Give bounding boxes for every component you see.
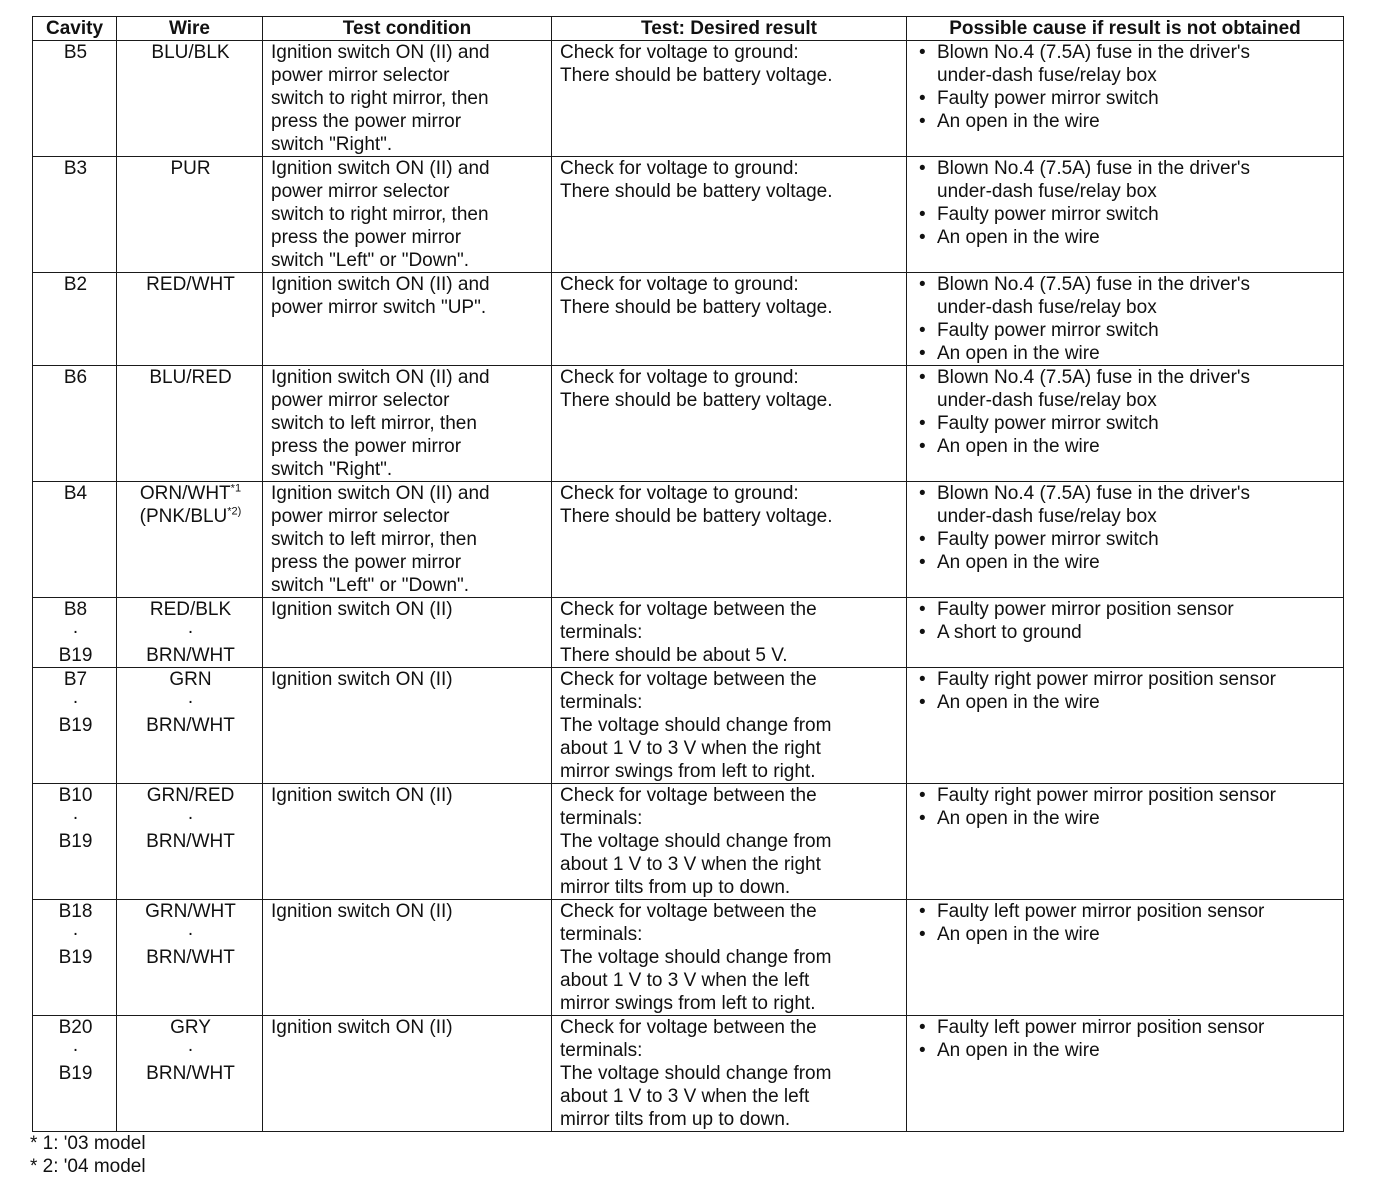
desired-result-cell — [552, 900, 907, 1016]
cause-item — [915, 110, 1337, 133]
desired-result-line: There should be battery voltage. — [560, 297, 833, 318]
cavity-cell — [33, 157, 117, 273]
cavity-cell — [33, 273, 117, 366]
wire-value: ORN/WHT — [139, 483, 231, 504]
desired-result-line: mirror swings from left to right. — [560, 761, 816, 782]
test-condition-line: Ignition switch ON (II) — [271, 669, 453, 690]
cause-item — [915, 923, 1337, 946]
desired-result-line: about 1 V to 3 V when the right — [560, 854, 821, 875]
test-condition-line: Ignition switch ON (II) — [271, 599, 453, 620]
cause-line: • Faulty power mirror switch — [937, 320, 1159, 341]
test-condition-line: power mirror selector — [271, 65, 450, 86]
test-condition-cell — [263, 366, 552, 482]
wire-footnote-mark: *2) — [227, 505, 242, 518]
cause-item — [915, 551, 1337, 574]
desired-result-line: The voltage should change from — [560, 947, 832, 968]
possible-cause-cell — [907, 784, 1344, 900]
test-condition-line: Ignition switch ON (II) and — [271, 158, 490, 179]
cavity-value: B19 — [58, 645, 93, 666]
cavity-value: B20 — [58, 1017, 93, 1038]
table-row — [33, 273, 1344, 366]
desired-result-cell — [552, 482, 907, 598]
cavity-value: B19 — [58, 715, 93, 736]
desired-result-line: about 1 V to 3 V when the left — [560, 1086, 810, 1107]
desired-result-line: Check for voltage to ground: — [560, 158, 799, 179]
cause-list — [915, 900, 1337, 946]
test-condition-line: switch to right mirror, then — [271, 88, 489, 109]
desired-result-line: The voltage should change from — [560, 1063, 832, 1084]
cause-line: • Blown No.4 (7.5A) fuse in the driver's — [937, 158, 1251, 179]
pair-separator: . — [72, 1035, 79, 1056]
test-condition-line: switch "Left" or "Down". — [271, 575, 470, 596]
wire-cell — [117, 482, 263, 598]
desired-result-cell — [552, 366, 907, 482]
cause-item — [915, 482, 1337, 528]
test-condition-cell — [263, 273, 552, 366]
table-row — [33, 900, 1344, 1016]
column-header-cavity: Cavity — [33, 17, 117, 41]
pair-separator: . — [72, 803, 79, 824]
cause-line: • Faulty left power mirror position sensor — [937, 901, 1265, 922]
cause-item — [915, 668, 1337, 691]
desired-result-cell — [552, 273, 907, 366]
test-condition-line: power mirror selector — [271, 181, 450, 202]
cause-line: • An open in the wire — [937, 227, 1100, 248]
wire-value: GRN/RED — [146, 785, 235, 806]
cause-line: • An open in the wire — [937, 924, 1100, 945]
cause-item — [915, 1039, 1337, 1062]
cause-line: • Blown No.4 (7.5A) fuse in the driver's — [937, 42, 1251, 63]
wire-line — [125, 366, 256, 389]
test-condition-line: power mirror switch "UP". — [271, 297, 487, 318]
cause-line: • Faulty right power mirror position sensor — [937, 785, 1276, 806]
cause-item — [915, 621, 1337, 644]
cause-list — [915, 41, 1337, 133]
table-row — [33, 1016, 1344, 1132]
wire-cell — [117, 157, 263, 273]
table-row — [33, 366, 1344, 482]
wire-cell — [117, 273, 263, 366]
possible-cause-cell — [907, 598, 1344, 668]
test-condition-cell — [263, 482, 552, 598]
cause-line: • Faulty right power mirror position sensor — [937, 669, 1276, 690]
wire-cell — [117, 900, 263, 1016]
test-condition-line: switch to left mirror, then — [271, 529, 477, 550]
possible-cause-cell — [907, 41, 1344, 157]
desired-result-line: There should be battery voltage. — [560, 506, 833, 527]
table-row — [33, 482, 1344, 598]
cavity-value: B19 — [58, 947, 93, 968]
cavity-cell — [33, 1016, 117, 1132]
possible-cause-cell — [907, 482, 1344, 598]
table-row — [33, 784, 1344, 900]
wire-value: GRN/WHT — [145, 901, 236, 922]
cause-line: • Faulty left power mirror position sensor — [937, 1017, 1265, 1038]
cavity-value: B2 — [63, 274, 88, 295]
desired-result-line: terminals: — [560, 808, 643, 829]
wire-cell — [117, 41, 263, 157]
possible-cause-cell — [907, 900, 1344, 1016]
cause-item — [915, 203, 1337, 226]
cause-list — [915, 157, 1337, 249]
desired-result-line: about 1 V to 3 V when the left — [560, 970, 810, 991]
test-condition-line: switch "Right". — [271, 459, 393, 480]
wire-line — [125, 946, 256, 969]
cavity-cell — [33, 900, 117, 1016]
table-body — [33, 41, 1344, 1132]
possible-cause-cell — [907, 157, 1344, 273]
cause-line: • Blown No.4 (7.5A) fuse in the driver's — [937, 483, 1251, 504]
wire-line — [125, 1062, 256, 1085]
test-condition-line: Ignition switch ON (II) and — [271, 367, 490, 388]
wire-line — [125, 644, 256, 667]
desired-result-line: mirror swings from left to right. — [560, 993, 816, 1014]
desired-result-line: Check for voltage between the — [560, 669, 817, 690]
test-condition-cell — [263, 41, 552, 157]
wire-line — [125, 505, 256, 528]
cavity-value: B6 — [63, 367, 88, 388]
test-condition-cell — [263, 784, 552, 900]
test-condition-cell — [263, 157, 552, 273]
wire-value: BLU/RED — [149, 367, 232, 388]
test-condition-line: Ignition switch ON (II) and — [271, 42, 490, 63]
desired-result-cell — [552, 598, 907, 668]
desired-result-line: The voltage should change from — [560, 715, 832, 736]
pair-separator: . — [72, 617, 79, 638]
possible-cause-cell — [907, 1016, 1344, 1132]
column-header-desired-result: Test: Desired result — [552, 17, 907, 41]
test-condition-line: Ignition switch ON (II) — [271, 901, 453, 922]
test-condition-cell — [263, 900, 552, 1016]
desired-result-line: about 1 V to 3 V when the right — [560, 738, 821, 759]
desired-result-line: mirror tilts from up to down. — [560, 1109, 791, 1130]
desired-result-line: Check for voltage between the — [560, 785, 817, 806]
cavity-value: B8 — [63, 599, 88, 620]
cavity-value: B19 — [58, 1063, 93, 1084]
desired-result-cell — [552, 668, 907, 784]
desired-result-cell — [552, 784, 907, 900]
footnotes — [30, 1132, 146, 1178]
cause-line: under-dash fuse/relay box — [937, 181, 1157, 202]
desired-result-line: There should be battery voltage. — [560, 65, 833, 86]
cavity-value: B4 — [63, 483, 88, 504]
cavity-value: B10 — [58, 785, 93, 806]
cause-line: • An open in the wire — [937, 1040, 1100, 1061]
table-header-row — [33, 17, 1344, 41]
desired-result-line: There should be battery voltage. — [560, 181, 833, 202]
test-condition-line: power mirror selector — [271, 390, 450, 411]
cause-item — [915, 342, 1337, 365]
test-condition-line: switch "Left" or "Down". — [271, 250, 470, 271]
desired-result-line: Check for voltage to ground: — [560, 483, 799, 504]
desired-result-line: mirror tilts from up to down. — [560, 877, 791, 898]
cause-line: • An open in the wire — [937, 692, 1100, 713]
cavity-cell — [33, 668, 117, 784]
cavity-value: B19 — [58, 831, 93, 852]
cause-line: • An open in the wire — [937, 343, 1100, 364]
cause-line: • An open in the wire — [937, 436, 1100, 457]
test-condition-line: switch "Right". — [271, 134, 393, 155]
possible-cause-cell — [907, 366, 1344, 482]
wire-value: PUR — [170, 158, 211, 179]
cause-item — [915, 784, 1337, 807]
pair-separator: . — [72, 687, 79, 708]
cause-item — [915, 598, 1337, 621]
footnote-2: * 2: '04 model — [30, 1156, 146, 1177]
cause-list — [915, 668, 1337, 714]
wire-cell — [117, 598, 263, 668]
footnote-1: * 1: '03 model — [30, 1133, 146, 1154]
cause-line: • Blown No.4 (7.5A) fuse in the driver's — [937, 367, 1251, 388]
desired-result-line: Check for voltage to ground: — [560, 42, 799, 63]
cause-line: • Faulty power mirror switch — [937, 204, 1159, 225]
pair-separator: . — [187, 1035, 194, 1056]
table-row — [33, 41, 1344, 157]
wire-cell — [117, 1016, 263, 1132]
test-condition-line: press the power mirror — [271, 111, 462, 132]
wire-value: BRN/WHT — [146, 645, 235, 666]
cause-list — [915, 273, 1337, 365]
wire-cell — [117, 784, 263, 900]
cause-item — [915, 1016, 1337, 1039]
wire-line — [125, 830, 256, 853]
cause-list — [915, 784, 1337, 830]
desired-result-cell — [552, 41, 907, 157]
desired-result-line: Check for voltage to ground: — [560, 274, 799, 295]
pair-separator: . — [187, 919, 194, 940]
column-header-possible-cause: Possible cause if result is not obtained — [907, 17, 1344, 41]
wire-value: BLU/BLK — [151, 42, 230, 63]
desired-result-cell — [552, 157, 907, 273]
cause-line: under-dash fuse/relay box — [937, 65, 1157, 86]
test-condition-cell — [263, 668, 552, 784]
cause-line: • Faulty power mirror position sensor — [937, 599, 1234, 620]
test-condition-line: Ignition switch ON (II) — [271, 785, 453, 806]
cause-item — [915, 41, 1337, 87]
table-row — [33, 668, 1344, 784]
desired-result-line: There should be battery voltage. — [560, 390, 833, 411]
possible-cause-cell — [907, 273, 1344, 366]
wire-cell — [117, 366, 263, 482]
table-row — [33, 598, 1344, 668]
wire-value: RED/BLK — [149, 599, 232, 620]
desired-result-line: terminals: — [560, 692, 643, 713]
cause-line: • Blown No.4 (7.5A) fuse in the driver's — [937, 274, 1251, 295]
wire-cell — [117, 668, 263, 784]
wire-line — [125, 714, 256, 737]
desired-result-line: There should be about 5 V. — [560, 645, 788, 666]
cause-item — [915, 435, 1337, 458]
wire-value: BRN/WHT — [146, 1063, 235, 1084]
cause-item — [915, 412, 1337, 435]
column-header-test-condition: Test condition — [263, 17, 552, 41]
desired-result-line: Check for voltage between the — [560, 901, 817, 922]
test-condition-line: switch to right mirror, then — [271, 204, 489, 225]
wire-line — [125, 41, 256, 64]
table-row — [33, 157, 1344, 273]
wire-line — [125, 157, 256, 180]
cause-line: • Faulty power mirror switch — [937, 529, 1159, 550]
wire-line — [125, 273, 256, 296]
desired-result-cell — [552, 1016, 907, 1132]
cause-line: • An open in the wire — [937, 111, 1100, 132]
cavity-value: B5 — [63, 42, 88, 63]
desired-result-line: Check for voltage between the — [560, 1017, 817, 1038]
cause-line: • Faulty power mirror switch — [937, 88, 1159, 109]
cause-item — [915, 273, 1337, 319]
test-condition-line: power mirror selector — [271, 506, 450, 527]
desired-result-line: terminals: — [560, 622, 643, 643]
test-condition-line: Ignition switch ON (II) and — [271, 483, 490, 504]
wire-value: GRY — [170, 1017, 211, 1038]
cause-list — [915, 1016, 1337, 1062]
cavity-cell — [33, 366, 117, 482]
wire-value: GRN — [169, 669, 212, 690]
test-condition-line: press the power mirror — [271, 552, 462, 573]
cavity-cell — [33, 784, 117, 900]
pair-separator: . — [187, 617, 194, 638]
wire-line — [125, 482, 256, 505]
test-condition-line: switch to left mirror, then — [271, 413, 477, 434]
desired-result-line: Check for voltage to ground: — [560, 367, 799, 388]
test-condition-line: Ignition switch ON (II) and — [271, 274, 490, 295]
cause-line: under-dash fuse/relay box — [937, 506, 1157, 527]
wire-value: BRN/WHT — [146, 831, 235, 852]
cause-line: • An open in the wire — [937, 808, 1100, 829]
cause-item — [915, 807, 1337, 830]
cause-item — [915, 157, 1337, 203]
wire-value: BRN/WHT — [146, 947, 235, 968]
troubleshooting-table — [32, 16, 1344, 1132]
test-condition-cell — [263, 598, 552, 668]
desired-result-line: terminals: — [560, 924, 643, 945]
cavity-value: B3 — [63, 158, 88, 179]
column-header-wire: Wire — [117, 17, 263, 41]
wire-footnote-mark: *1 — [230, 482, 242, 495]
cause-line: • An open in the wire — [937, 552, 1100, 573]
cause-item — [915, 319, 1337, 342]
cavity-value: B7 — [63, 669, 88, 690]
possible-cause-cell — [907, 668, 1344, 784]
cavity-value: B18 — [58, 901, 93, 922]
cause-list — [915, 482, 1337, 574]
cause-line: • A short to ground — [937, 622, 1082, 643]
wire-value: (PNK/BLU — [139, 506, 228, 527]
wire-value: BRN/WHT — [146, 715, 235, 736]
cause-item — [915, 900, 1337, 923]
cause-item — [915, 226, 1337, 249]
cause-item — [915, 87, 1337, 110]
cause-line: • Faulty power mirror switch — [937, 413, 1159, 434]
desired-result-line: terminals: — [560, 1040, 643, 1061]
cause-item — [915, 366, 1337, 412]
desired-result-line: Check for voltage between the — [560, 599, 817, 620]
cause-item — [915, 528, 1337, 551]
test-condition-cell — [263, 1016, 552, 1132]
cause-list — [915, 366, 1337, 458]
test-condition-line: Ignition switch ON (II) — [271, 1017, 453, 1038]
wire-value: RED/WHT — [146, 274, 235, 295]
cavity-cell — [33, 41, 117, 157]
pair-separator: . — [187, 687, 194, 708]
test-condition-line: press the power mirror — [271, 227, 462, 248]
cavity-cell — [33, 482, 117, 598]
test-condition-line: press the power mirror — [271, 436, 462, 457]
pair-separator: . — [187, 803, 194, 824]
cavity-cell — [33, 598, 117, 668]
desired-result-line: The voltage should change from — [560, 831, 832, 852]
cause-list — [915, 598, 1337, 644]
cause-line: under-dash fuse/relay box — [937, 390, 1157, 411]
pair-separator: . — [72, 919, 79, 940]
cause-line: under-dash fuse/relay box — [937, 297, 1157, 318]
cause-item — [915, 691, 1337, 714]
